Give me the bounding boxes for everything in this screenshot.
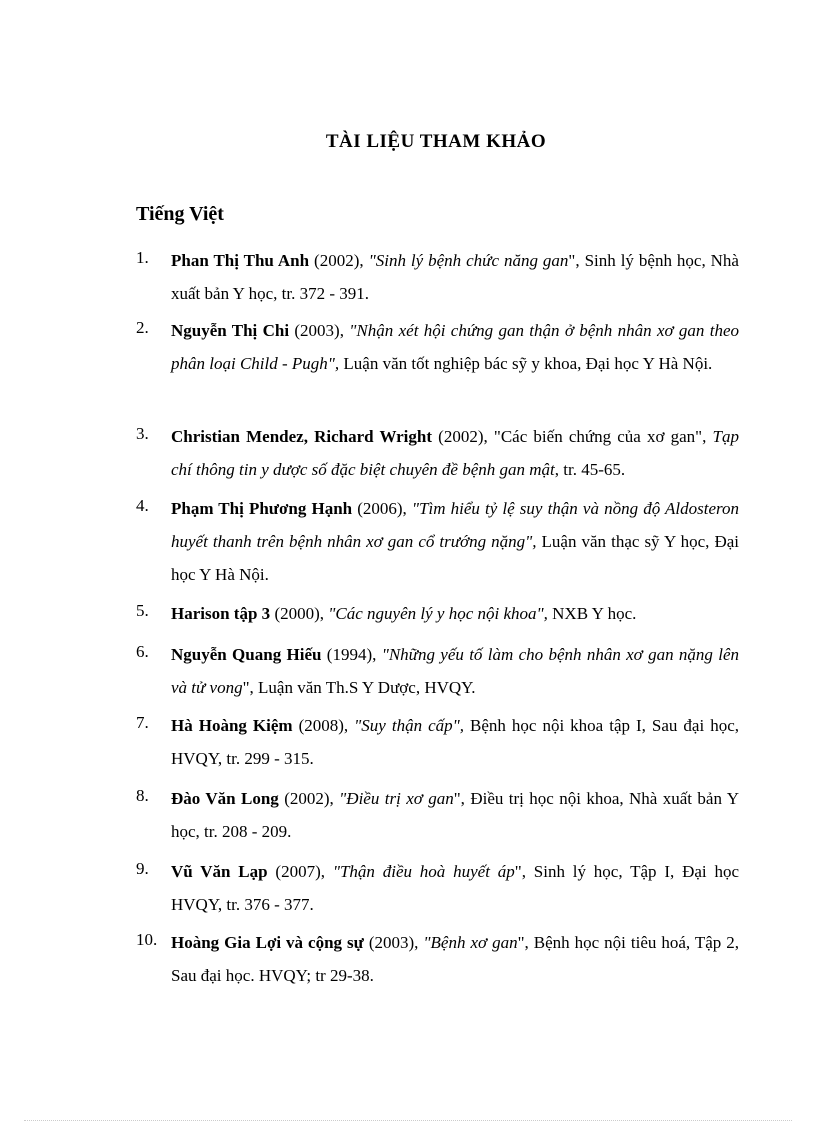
reference-source: Luận văn tốt nghiệp bác sỹ y khoa, Đại học Y Hà Nội.: [339, 354, 713, 373]
reference-title: "Các nguyên lý y học nội khoa",: [328, 604, 548, 623]
reference-year: (1994),: [321, 645, 382, 664]
reference-year: (2002),: [432, 427, 494, 446]
reference-author: Đào Văn Long: [171, 789, 279, 808]
reference-source: Bệnh học nội khoa tập I, Sau đại học, HVQY, tr. 299 - 315.: [171, 716, 739, 768]
reference-title: "Điều trị xơ gan: [339, 789, 454, 808]
reference-year: (2002),: [309, 251, 369, 270]
reference-author: Vũ Văn Lạp: [171, 862, 268, 881]
reference-author: Harison tập 3: [171, 604, 271, 623]
page-divider: [24, 1120, 792, 1121]
reference-year: (2003),: [289, 321, 350, 340]
reference-source: ", Điều trị học nội khoa, Nhà xuất bản Y học, tr. 208 - 209.: [171, 789, 739, 841]
reference-source: ", Sinh lý bệnh học, Nhà xuất bản Y học, tr. 372 - 391.: [171, 251, 739, 303]
reference-author: Hoàng Gia Lợi và cộng sự: [171, 933, 364, 952]
reference-number: 10.: [136, 930, 158, 949]
reference-author: Christian Mendez, Richard Wright: [171, 427, 433, 446]
reference-number: 4.: [136, 496, 149, 515]
reference-text: [171, 244, 739, 310]
reference-source: Luận văn thạc sỹ Y học, Đại học Y Hà Nội.: [171, 532, 740, 584]
reference-year: (2006),: [352, 499, 412, 518]
reference-text: [171, 314, 739, 380]
reference-year: (2008),: [292, 716, 355, 735]
reference-author: Phạm Thị Phương Hạnh: [171, 499, 353, 518]
reference-text: [171, 926, 739, 992]
reference-text: [171, 492, 739, 591]
section-heading: Tiếng Việt: [136, 203, 224, 225]
reference-title: "Suy thận cấp",: [354, 716, 465, 735]
reference-pages: , tr. 45-65.: [554, 460, 626, 479]
reference-journal: Tạp chí thông tin y dược số đặc biệt chuyên đề bệnh gan mật: [171, 427, 739, 479]
reference-number: 3.: [136, 424, 149, 443]
reference-number: 6.: [136, 642, 149, 661]
reference-text: [171, 597, 739, 630]
reference-author: Hà Hoàng Kiệm: [171, 716, 293, 735]
reference-text: [171, 855, 739, 921]
reference-title: "Sinh lý bệnh chức năng gan: [368, 251, 569, 270]
reference-year: (2002),: [278, 789, 340, 808]
reference-number: 9.: [136, 859, 149, 878]
reference-author: Nguyễn Thị Chi: [171, 321, 290, 340]
reference-year: (2007),: [267, 862, 333, 881]
reference-text: [171, 420, 739, 486]
reference-source: NXB Y học.: [547, 604, 637, 623]
reference-year: (2000),: [270, 604, 329, 623]
reference-number: 2.: [136, 318, 149, 337]
reference-source: ", Bệnh học nội tiêu hoá, Tập 2, Sau đại học. HVQY; tr 29-38.: [171, 933, 739, 985]
reference-text: [171, 782, 739, 848]
reference-number: 1.: [136, 248, 149, 267]
reference-text: [171, 638, 739, 704]
reference-title: "Bệnh xơ gan: [423, 933, 518, 952]
reference-author: Phan Thị Thu Anh: [171, 251, 310, 270]
reference-author: Nguyễn Quang Hiếu: [171, 645, 322, 664]
reference-source: ", Luận văn Th.S Y Dược, HVQY.: [242, 678, 476, 697]
reference-text: [171, 709, 739, 775]
reference-title: "Tìm hiểu tỷ lệ suy thận và nồng độ Aldosteron huyết thanh trên bệnh nhân xơ gan cổ trướng nặng",: [171, 499, 739, 551]
reference-title: "Thận điều hoà huyết áp: [332, 862, 515, 881]
reference-number: 7.: [136, 713, 149, 732]
reference-source: ", Sinh lý học, Tập I, Đại học HVQY, tr. 376 - 377.: [171, 862, 739, 914]
reference-year: (2003),: [363, 933, 424, 952]
page-title: TÀI LIỆU THAM KHẢO: [325, 131, 547, 152]
reference-number: 8.: [136, 786, 149, 805]
reference-title: "Các biến chứng của xơ gan",: [493, 427, 713, 446]
reference-number: 5.: [136, 601, 149, 620]
reference-title: "Những yếu tố làm cho bệnh nhân xơ gan nặng lên và tử vong: [171, 645, 740, 697]
reference-title: "Nhận xét hội chứng gan thận ở bệnh nhân xơ gan theo phân loại Child - Pugh",: [171, 321, 739, 373]
